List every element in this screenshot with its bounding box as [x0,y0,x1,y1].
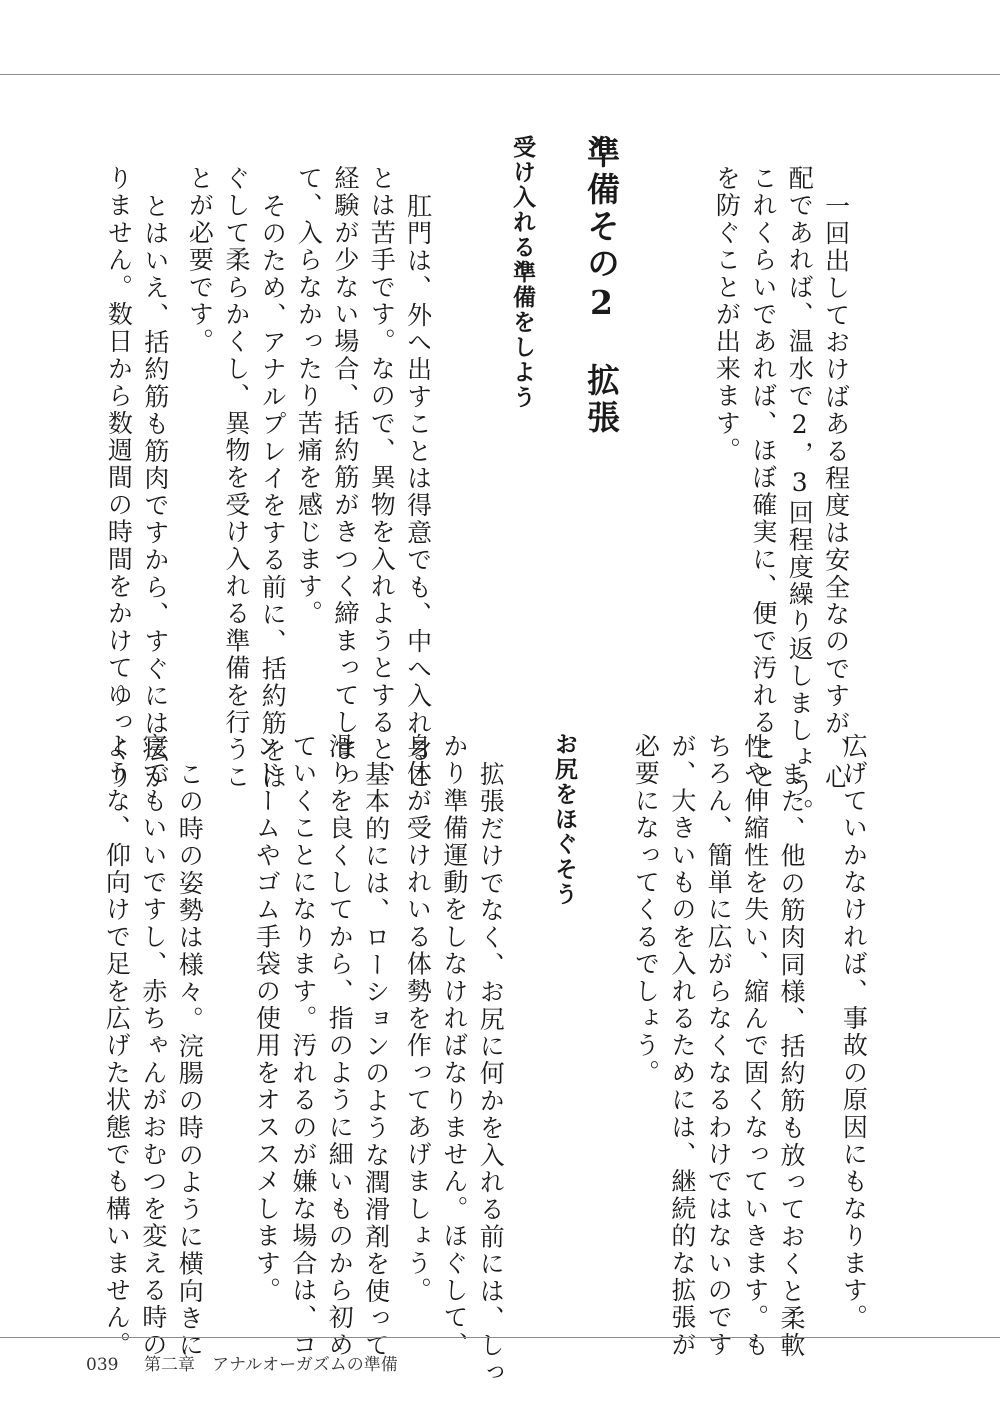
paragraph-bottom-4 [248,733,394,1359]
text-line: ぐして柔らかくし、異物を受け入れる準備を行うこ [221,165,251,791]
text-line: を防ぐことが出来ます。 [712,165,742,465]
text-line: が、大きいものを入れるためには、継続的な拡張が [667,733,697,1359]
text-line: とが必要です。 [185,165,215,356]
page-footer [86,1350,398,1375]
text-line: りません。数日から数週間の時間をかけてゆっくり [104,165,134,791]
chapter-title: アナルオーガズムの準備 [211,1355,398,1375]
text-line: 身体が受けれいる体勢を作ってあげましょう。 [403,733,433,1305]
section-subheading-2: お尻をほぐそう [551,732,578,907]
paragraph-top-4 [100,165,173,791]
text-line: ような、仰向けで足を広げた状態でも構いません。 [102,733,132,1359]
paragraph-bottom-2 [627,733,809,1359]
text-line: て、入らなかったり苦痛を感じます。 [294,165,324,628]
text-line: 拡張だけでなく、お尻に何かを入れる前には、しっ [476,760,506,1387]
paragraph-bottom-1 [835,733,871,1331]
text-line: これくらいであれば、ほぼ確実に、便で汚れること [748,165,778,791]
chapter-label: 第二章 [143,1355,195,1375]
paragraph-top-1 [708,165,854,826]
text-line: そのため、アナルプレイをする前に、括約筋をほ [258,192,288,791]
paragraph-top-3 [181,165,290,791]
paragraph-bottom-5 [98,733,207,1359]
text-line: 一回出しておけばある程度は安全なのですが、心 [821,192,851,791]
paragraph-top-2 [290,165,436,791]
paragraph-bottom-3 [399,733,508,1386]
bottom-rule [0,1337,1000,1338]
text-line: 滑りを良くしてから、指のように細いものから初め [325,733,355,1359]
text-line: 配であれば、温水で2，3回程度繰り返しましょう。 [785,165,815,826]
text-line: 必要になってくるでしょう。 [631,733,661,1087]
text-line: ていくことになります。汚れるのが嫌な場合は、コ [288,733,318,1359]
text-line: 性や伸縮性を失い、縮んで固くなっていきます。も [740,733,770,1359]
text-line: 広げていかなければ、事故の原因にもなります。 [839,733,869,1332]
text-line: この時の姿勢は様々。浣腸の時のように横向きに [175,760,205,1359]
text-line: ちろん、簡単に広がらなくなるわけではないのです [704,733,734,1359]
text-line: とはいえ、括約筋も筋肉ですから、すぐには広が [140,192,170,791]
text-line: 基本的には、ローションのような潤滑剤を使って [361,760,391,1359]
page-number: 039 [86,1355,119,1375]
text-line: ンドームやゴム手袋の使用をオススメします。 [252,733,282,1305]
chapter-heading: 準備その2 拡張 [582,135,621,437]
text-line: 経験が少ない場合、括約筋がきつく締まってしまっ [330,165,360,791]
text-line: また、他の筋肉同様、括約筋も放っておくと柔軟 [777,760,807,1359]
section-subheading: 受け入れる準備をしよう [509,135,536,410]
text-line: 寝てもいいですし、赤ちゃんがおむつを変える時の [138,733,168,1359]
text-line: とは苦手です。なので、異物を入れようとすると、 [367,165,397,791]
text-line: 肛門は、外へ出すことは得意でも、中へ入れるこ [403,192,433,791]
text-line: かり準備運動をしなければなりません。ほぐして、 [439,733,469,1359]
top-rule [0,74,1000,75]
